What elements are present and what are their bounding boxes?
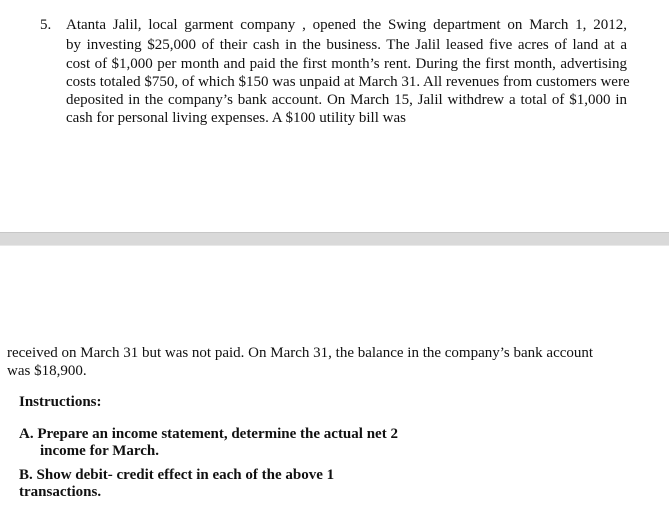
question-text-line: by investing $25,000 of their cash in the business. The Jalil leased five acres of land at a — [66, 37, 627, 53]
continuation-text-line: was $18,900. — [7, 363, 87, 379]
question-number: 5. — [40, 17, 52, 33]
question-text-line: cost of $1,000 per month and paid the first month’s rent. During the first month, advertising — [66, 56, 627, 72]
question-text-line: costs totaled $750, of which $150 was unpaid at March 31. All revenues from customers were — [66, 74, 630, 90]
page-break-divider — [0, 232, 669, 246]
question-text-line: deposited in the company’s bank account. On March 15, Jalil withdrew a total of $1,000 in — [66, 92, 627, 108]
continuation-text-line: received on March 31 but was not paid. On March 31, the balance in the company’s bank account — [7, 345, 594, 361]
task-b-line: transactions. — [19, 484, 102, 500]
question-text-line: Atanta Jalil, local garment company , opened the Swing department on March 1, 2012, — [66, 17, 627, 33]
instructions-heading: Instructions: — [19, 394, 102, 410]
task-a-line: A. Prepare an income statement, determine the actual net 2 — [19, 426, 398, 442]
document-page-top — [0, 0, 669, 232]
question-text-line: cash for personal living expenses. A $100 utility bill was — [66, 110, 406, 126]
task-b-line: B. Show debit- credit effect in each of the above 1 — [19, 467, 335, 483]
task-a-line: income for March. — [40, 443, 159, 459]
